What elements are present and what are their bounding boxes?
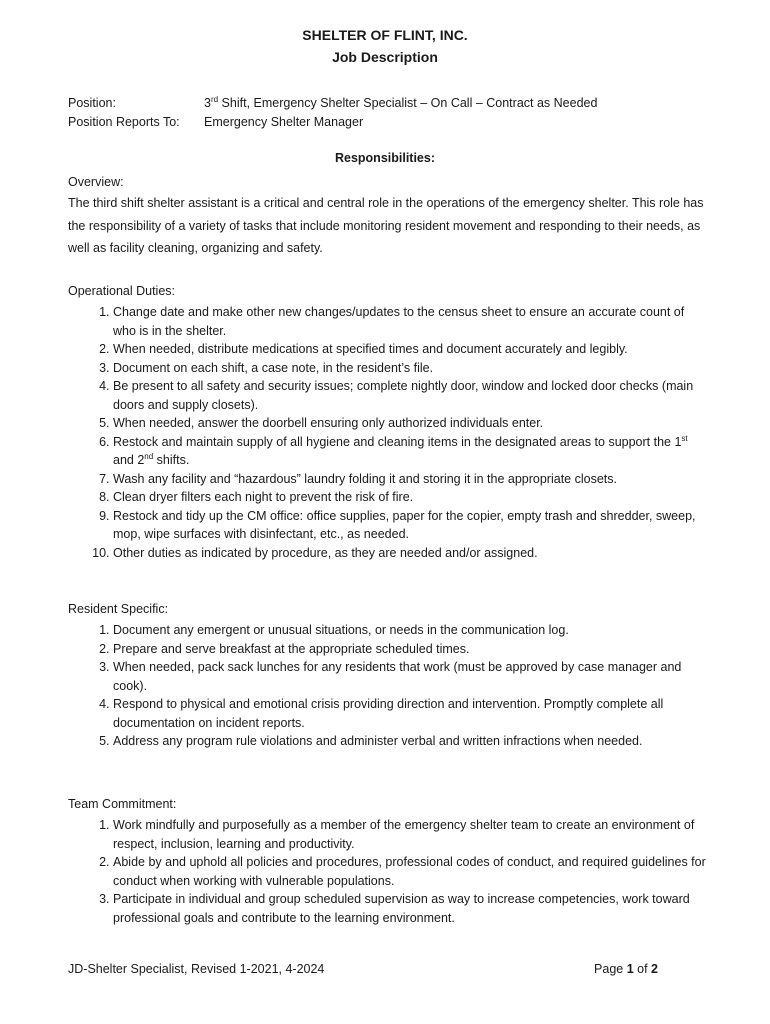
list-item: 10. Other duties as indicated by procedure, as they are needed and/or assigned. <box>113 544 708 563</box>
position-ordinal: 3 <box>204 96 211 110</box>
list-item: 4. Respond to physical and emotional crisis providing direction and intervention. Promptly complete all documentation on incident reports. <box>113 695 708 732</box>
page-total: 2 <box>651 962 658 976</box>
operational-duties-section <box>68 282 708 562</box>
reports-to-row <box>68 113 708 132</box>
list-item: 3. Document on each shift, a case note, in the resident’s file. <box>113 359 708 378</box>
resident-specific-list <box>68 621 708 751</box>
reports-to-label: Position Reports To: <box>68 115 180 129</box>
list-item: 2. Prepare and serve breakfast at the appropriate scheduled times. <box>113 640 708 659</box>
list-item: 2. When needed, distribute medications at specified times and document accurately and legibly. <box>113 340 708 359</box>
ordinal-suffix: nd <box>144 451 154 461</box>
list-item: 5. When needed, answer the doorbell ensuring only authorized individuals enter. <box>113 414 708 433</box>
ordinal-suffix: st <box>681 433 688 443</box>
position-row <box>68 94 708 113</box>
team-commitment-list <box>68 816 708 927</box>
resident-specific-section <box>68 600 708 751</box>
list-item <box>113 433 708 470</box>
title-block <box>0 24 770 68</box>
page-number <box>594 962 658 976</box>
list-item: 1. Work mindfully and purposefully as a member of the emergency shelter team to create an environment of respect, inclusion, learning and productivity. <box>113 816 708 853</box>
team-commitment-label: Team Commitment: <box>68 797 177 811</box>
list-item: 7. Wash any facility and “hazardous” laundry folding it and storing it in the appropriate closets. <box>113 470 708 489</box>
team-commitment-section <box>68 795 708 927</box>
list-item: 2. Abide by and uphold all policies and procedures, professional codes of conduct, and required guidelines for conduct when working with vulnerable populations. <box>113 853 708 890</box>
item-text: Restock and maintain supply of all hygiene and cleaning items in the designated areas to support the 1 <box>113 434 682 449</box>
resident-specific-label: Resident Specific: <box>68 602 169 616</box>
document-type: Job Description <box>332 49 438 65</box>
position-ordinal-suffix: rd <box>210 94 219 104</box>
overview-section <box>68 173 708 260</box>
list-item: 5. Address any program rule violations and administer verbal and written infractions when needed. <box>113 732 708 751</box>
operational-duties-label: Operational Duties: <box>68 284 176 298</box>
list-item: 3. When needed, pack sack lunches for any residents that work (must be approved by case manager and cook). <box>113 658 708 695</box>
overview-label: Overview: <box>68 175 124 189</box>
list-item: 4. Be present to all safety and security issues; complete nightly door, window and locked door checks (main doors and supply closets). <box>113 377 708 414</box>
list-item: 1. Document any emergent or unusual situations, or needs in the communication log. <box>113 621 708 640</box>
list-item: 1. Change date and make other new changes/updates to the census sheet to ensure an accurate count of who is in the shelter. <box>113 303 708 340</box>
item-text: and 2 <box>113 453 145 467</box>
responsibilities-heading: Responsibilities: <box>334 151 436 165</box>
position-title: Shift, Emergency Shelter Specialist – On Call – Contract as Needed <box>218 96 598 110</box>
position-meta <box>68 94 708 132</box>
page-word: Page <box>594 962 627 976</box>
reports-to-value: Emergency Shelter Manager <box>204 115 364 129</box>
overview-text: The third shift shelter assistant is a critical and central role in the operations of the emergency shelter. This role has the responsibility of a variety of tasks that include monitoring resident movement and responding to their needs, as well as facility cleaning, organizing and safety. <box>68 196 704 255</box>
item-text: shifts. <box>153 453 190 467</box>
list-item: 3. Participate in individual and group scheduled supervision as way to increase competencies, work toward professional goals and contribute to the learning environment. <box>113 890 708 927</box>
list-item: 8. Clean dryer filters each night to prevent the risk of fire. <box>113 488 708 507</box>
organization-name: SHELTER OF FLINT, INC. <box>302 27 468 43</box>
page-current: 1 <box>626 962 634 976</box>
list-item: 9. Restock and tidy up the CM office: office supplies, paper for the copier, empty trash and shredder, sweep, mop, wipe surfaces with disinfectant, etc., as needed. <box>113 507 708 544</box>
operational-duties-list <box>68 303 708 562</box>
footer-revision: JD-Shelter Specialist, Revised 1-2021, 4-2024 <box>68 962 325 976</box>
position-label: Position: <box>68 96 116 110</box>
of-word: of <box>633 962 652 976</box>
position-value <box>204 94 708 113</box>
